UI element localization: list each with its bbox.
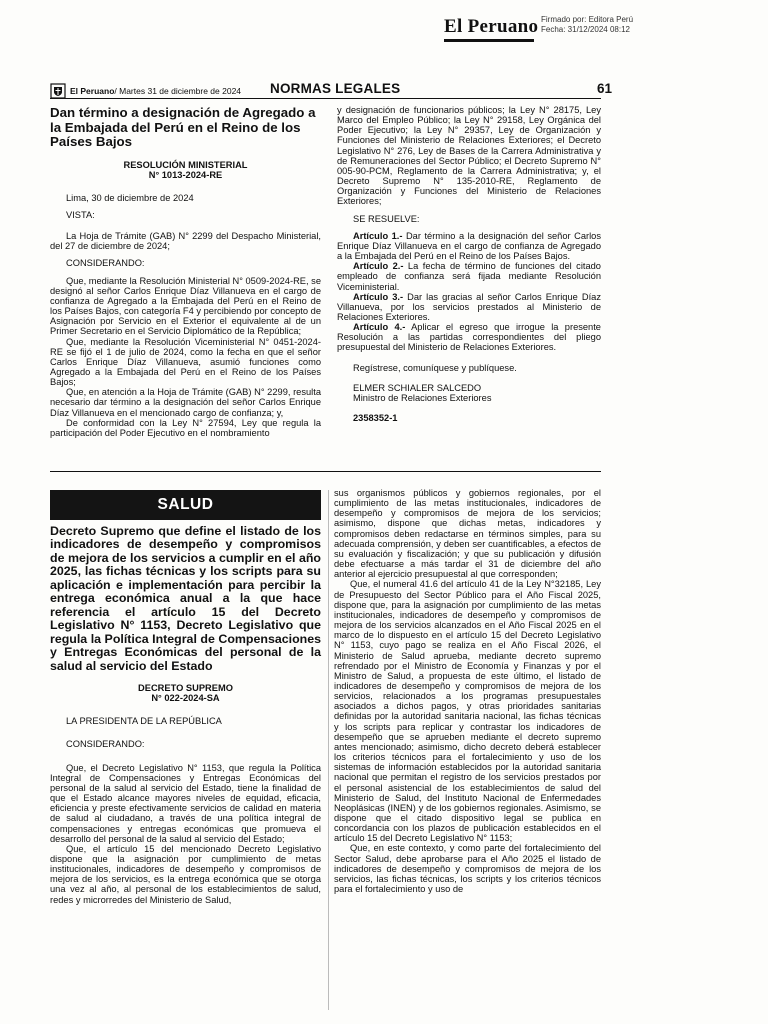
- article1-vista-label: VISTA:: [66, 209, 95, 220]
- article2-column-right: [334, 488, 601, 894]
- article1-number: N° 1013-2024-RE: [148, 169, 223, 180]
- article1-art3-text: Dar las gracias al señor Carlos Enrique Díaz Villanueva, por los servicios prestados al Ministerio de Relaciones Exteriores.: [337, 291, 601, 322]
- column-divider: [328, 490, 329, 1010]
- article1-art1-label: Artículo 1.-: [353, 230, 403, 241]
- article1-paragraph: Que, en atención a la Hoja de Trámite (GAB) N° 2299, resulta necesario dar término a la designación del señor Carlos Enrique Díaz Villanueva en el mencionado cargo de confianza; y,: [50, 387, 321, 418]
- article2-paragraph: Que, el artículo 15 del mencionado Decreto Legislativo dispone que la asignación por cumplimiento de metas institucionales, indicadores de desempeño y compromisos de mejora de los servicios, es la entrega económica que se otorga una vez al año, al personal de los establecimientos de salud, redes y microrredes del Ministerio de Salud,: [50, 843, 321, 905]
- article2-heading: DECRETO SUPREMO: [138, 682, 233, 693]
- section-banner-salud: [50, 490, 321, 520]
- article2-column-left: [50, 525, 321, 905]
- article1-art2-text: La fecha de término de funciones del citado empleado de confianza será fijada mediante Resolución Viceministerial.: [337, 261, 601, 292]
- article1-art3-label: Artículo 3.-: [353, 291, 404, 302]
- article2-paragraph-continued: sus organismos públicos y gobiernos regionales, por el cumplimiento de las metas institucionales, indicadores de desempeño y compromisos de mejora de los servicios; asimismo, dispone que dichas metas, indicadores y compromisos deben redactarse en términos simples, para su adecuada comprensión, y deben ser cuantificables, a efectos de su evaluación y fiscalización; y que su publicación y difusión debe efectuarse a más tardar el 31 de diciembre del año anterior al ejercicio presupuestal al que corresponden;: [334, 488, 601, 580]
- section-banner-label: SALUD: [157, 496, 214, 513]
- article1-art4-label: Artículo 4.-: [353, 322, 406, 333]
- coat-of-arms-icon: [50, 83, 66, 99]
- article1-closing: Regístrese, comuníquese y publíquese.: [353, 362, 517, 373]
- article1-place-date: Lima, 30 de diciembre de 2024: [66, 192, 194, 203]
- article1-title: Dan término a designación de Agregado a la Embajada del Perú en el Reino de los Países Bajos: [50, 105, 316, 149]
- stamp-signed-by: Firmado por: Editora Perú: [541, 15, 634, 24]
- article1-art1-text: Dar término a la designación del señor Carlos Enrique Díaz Villanueva en el cargo de confianza de Agregado a la Embajada del Perú en el Reino de los Países Bajos.: [337, 230, 601, 262]
- article1-column-right: [337, 105, 601, 423]
- page-number: 61: [597, 81, 613, 96]
- article2-paragraph: Que, el numeral 41.6 del artículo 41 de la Ley N°32185, Ley de Presupuesto del Sector Público para el Año Fiscal 2025, dispone que, para la asignación por cumplimiento de las metas institucionales, indicadores de desempeño y compromisos de mejora de los servicios alcanzados en el Año Fiscal 2025 en el marco de lo dispuesto en el artículo 15 del Decreto Legislativo N° 1153, cuyo pago se realiza en el Año Fiscal 2026, el Ministerio de Salud aprueba, mediante decreto supremo refrendado por el Ministro de Economía y Finanzas y por el Ministro de Salud, a propuesta de este último, el listado de indicadores de desempeño y compromisos de mejora de los servicios, relacionados a los programas presupuestales asociados a dichos pagos, y otras prioridades sanitarias definidas por la autoridad sanitaria nacional, las fichas técnicas y los scripts para replicar y contrastar los indicadores de desempeño que se aprueben mediante el decreto supremo antes mencionado; asimismo, dicho decreto deberá establecer los criterios técnicos para el fortalecimiento y uso de los sistemas de información establecidos por la autoridad sanitaria nacional que permitan el registro de los servicios prestados por el personal asistencial de los establecimientos de salud del Ministerio de Salud, del Instituto Nacional de Enfermedades Neoplásicas (INEN) y de los gobiernos regionales. Asimismo, se dispone que el citado dispositivo legal se publica en concordancia con los plazos de publicación establecidos en el artículo 15 del Decreto Legislativo N° 1153;: [334, 579, 601, 844]
- article1-paragraph: Que, mediante la Resolución Ministerial N° 0509-2024-RE, se designó al señor Carlos Enrique Díaz Villanueva en el cargo de confianza de Agregado a la Embajada del Perú en el Reino de los Países Bajos, con categoría F4 y percibiendo por concepto de Asignación por Servicio en el Exterior el equivalente al de un Primer Secretario en el Servicio Diplomático de la República;: [50, 275, 321, 337]
- article2-number: N° 022-2024-SA: [151, 693, 220, 704]
- article2-paragraph: Que, el Decreto Legislativo N° 1153, que regula la Política Integral de Compensaciones y Entregas Económicas del personal de la salud al servicio del Estado, tiene la finalidad de que el Estado alcance mayores niveles de equidad, eficacia, eficiencia y preste efectivamente servicios de calidad en materia de salud al ciudadano, a través de una política integral de compensaciones y entregas económicas que promueva el desarrollo del personal de la salud al servicio del Estado;: [50, 762, 321, 844]
- header-paper-name: El Peruano: [70, 86, 115, 96]
- article1-art4-text: Aplicar el egreso que irrogue la presente Resolución a las partidas correspondientes del pliego presupuestal del Ministerio de Relaciones Exteriores.: [337, 322, 601, 353]
- running-header-left: [50, 83, 241, 99]
- article2-presidenta: LA PRESIDENTA DE LA REPÚBLICA: [66, 716, 222, 727]
- section-divider: [50, 471, 601, 472]
- stamp-date: Fecha: 31/12/2024 08:12: [541, 25, 630, 34]
- article1-considerando-label: CONSIDERANDO:: [66, 258, 145, 269]
- article1-art2-label: Artículo 2.-: [353, 261, 404, 272]
- digital-signature-stamp: [541, 15, 633, 35]
- el-peruano-stamp-logo: [444, 16, 538, 42]
- stamp-logo-text: El Peruano: [444, 16, 539, 37]
- article1-paragraph-continued: y designación de funcionarios públicos; la Ley N° 28175, Ley Marco del Empleo Público; la Ley N° 29158, Ley Orgánica del Poder Ejecutivo; la Ley N° 29357, Ley de Organización y Funciones del Ministerio de Relaciones Exteriores; el Decreto Legislativo N° 276, Ley de Bases de la Carrera Administrativa y de Remuneraciones del Sector Público; el Decreto Supremo N° 005-90-PCM, Reglamento de la Carrera Administrativa; y, el Decreto Supremo N° 135-2010-RE, Reglamento de Organización y Funciones del Ministerio de Relaciones Exteriores;: [337, 105, 601, 207]
- header-date: / Martes 31 de diciembre de 2024: [114, 86, 242, 96]
- article1-paragraph: Que, mediante la Resolución Viceministerial N° 0451-2024-RE se fijó el 1 de julio de 2024, como la fecha en que el señor Carlos Enrique Díaz Villanueva, asumió funciones como Agregado a la Embajada del Perú en el Reino de los Países Bajos;: [50, 336, 321, 388]
- article1-vista-text: La Hoja de Trámite (GAB) N° 2299 del Despacho Ministerial, del 27 de diciembre de 2024;: [50, 231, 321, 252]
- article1-heading: RESOLUCIÓN MINISTERIAL: [123, 159, 248, 170]
- header-section-title: NORMAS LEGALES: [270, 81, 401, 96]
- article1-signer-name: ELMER SCHIALER SALCEDO: [353, 382, 482, 393]
- article2-considerando-label: CONSIDERANDO:: [66, 739, 145, 750]
- article2-title: Decreto Supremo que define el listado de los indicadores de desempeño y compromisos de mejora de los servicios a cumplir en el año 2025, las fichas técnicas y los scripts para su aplicación e implementación para percibir la entrega económica anual a la que hace referencia el artículo 15 del Decreto Legislativo N° 1153, Decreto Legislativo que regula la Política Integral de Compensaciones y Entregas Económicas del personal de la salud al servicio del Estado: [50, 524, 321, 673]
- article1-code: 2358352-1: [353, 413, 398, 424]
- article1-paragraph: De conformidad con la Ley N° 27594, Ley que regula la participación del Poder Ejecutivo en el nombramiento: [50, 417, 321, 438]
- article1-signer-title: Ministro de Relaciones Exteriores: [353, 392, 492, 403]
- header-rule: [50, 98, 601, 99]
- article2-paragraph: Que, en este contexto, y como parte del fortalecimiento del Sector Salud, debe aprobarse para el Año 2025 el listado de indicadores de desempeño y compromisos de mejora de los servicios, las fichas técnicas, los scripts y los criterios técnicos para el fortalecimiento y uso de: [334, 843, 601, 895]
- article1-column-left: [50, 106, 321, 438]
- article1-resuelve-label: SE RESUELVE:: [353, 213, 420, 224]
- stamp-logo-underline: [444, 39, 534, 42]
